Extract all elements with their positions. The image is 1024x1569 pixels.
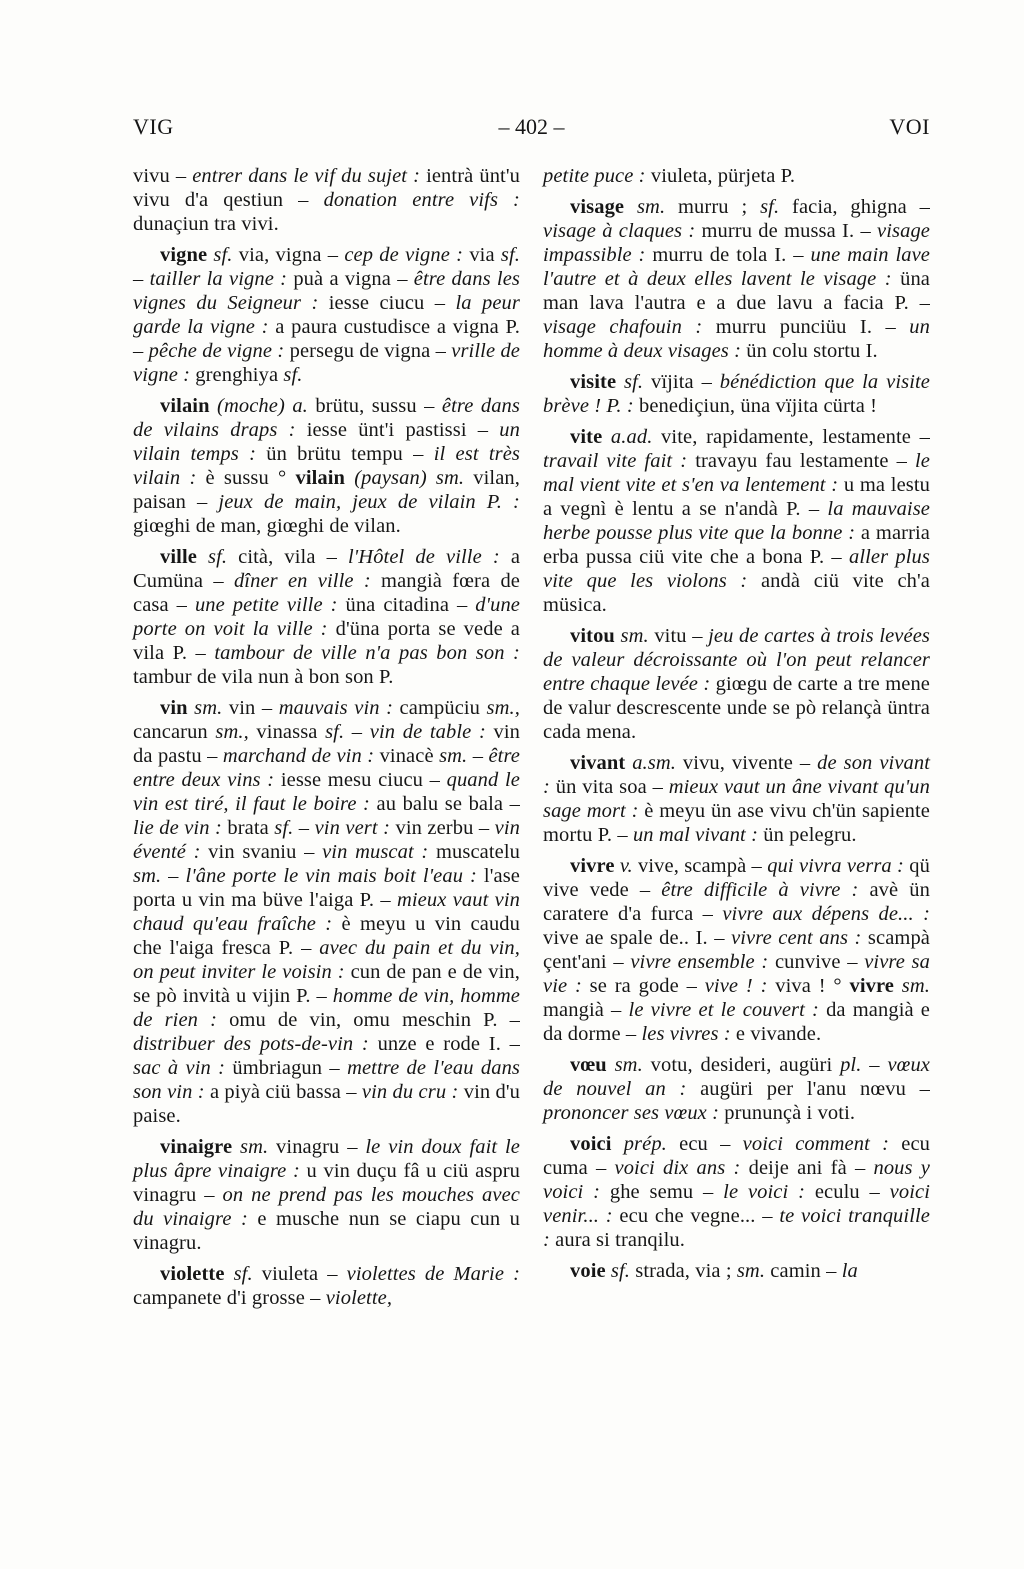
roman-text: vivu, vivente – [676,752,818,774]
roman-text: e vivande. [735,1023,822,1045]
headword: vitou [570,625,615,647]
roman-text: iesse ciucu – [328,292,456,314]
italic-text: vivre cent ans : [731,927,868,949]
roman-text: campanete d'i grosse – [133,1287,326,1309]
roman-text: dunaçiun tra vivi. [133,213,279,235]
italic-text: voici dix ans : [614,1157,749,1179]
italic-text: un homme à deux visages : [543,316,930,362]
text-columns [133,164,930,1310]
roman-text: a piyà ciü bassa – [209,1081,362,1103]
italic-text: jeu de cartes à trois levées de valeur décroissante où l'on peut relancer entre chaque levée : [543,625,930,695]
italic-text: distribuer des pots-de-vin : [133,1033,378,1055]
italic-text: être difficile à vivre : [661,879,870,901]
roman-text: prununçà i voti. [724,1102,856,1124]
dictionary-entry [543,751,930,847]
roman-text: au balu se bala – [376,793,520,815]
roman-text: tambur de vila nun à bon son P. [133,666,394,688]
italic-text: dîner en ville : [233,570,382,592]
italic-text: quand le vin est tiré, il faut le boire : [133,769,520,815]
roman-text: giœghi de man, giœghi de vilan. [133,515,401,537]
roman-text: vive ae spale de.. I. – [543,927,732,949]
dictionary-entry [133,1262,520,1310]
headword: vinaigre [160,1136,233,1158]
roman-text: – [467,745,489,767]
italic-text: une main lave l'autre et à deux elles lavent le visage : [543,244,930,290]
roman-text: scampà çent'ani – [543,927,930,973]
roman-text: augüri per l'anu nœvu – [700,1078,930,1100]
roman-text: votu, desideri, augüri [642,1054,841,1076]
italic-text: vivre ensemble : [630,951,775,973]
italic-text: la [841,1260,858,1282]
roman-text: viuleta, pürjeta P. [650,165,796,187]
roman-text: ün vita soa – [555,776,669,798]
roman-text: ientrà ünt'u vivu d'a qestiun – [133,165,520,211]
italic-text: on ne prend pas les mouches avec du vinaigre : [133,1184,520,1230]
roman-text: l'ase porta u vin ma büve l'aiga P. – [133,865,520,911]
roman-text: se ra gode – [589,975,705,997]
roman-text: ümbriagun – [232,1057,348,1079]
italic-text: bénédiction que la visite brève ! P. : [543,371,930,417]
dictionary-entry [133,696,520,1128]
roman-text: travayu fau lestamente – [695,450,915,472]
roman-text: vinassa [248,721,326,743]
italic-text: visage impassible : [543,220,931,266]
roman-text: vin – [222,697,279,719]
roman-text: vin da pastu – [133,721,520,767]
italic-text: donation entre vifs : [323,189,520,211]
italic-text: visage à claques : [543,220,702,242]
dictionary-entry [133,1135,520,1255]
italic-text: vrille de vigne : [133,340,521,386]
roman-text: ün colu stortu I. [746,340,878,362]
italic-text: vin éventé : [133,817,521,863]
entry-continuation [133,164,520,236]
running-head [133,116,930,138]
roman-text: murru de tola I. – [652,244,811,266]
italic-text: mauvais vin : [278,697,400,719]
right-column [543,164,930,1310]
italic-text: a.sm. [625,752,676,774]
italic-text: être entre deux vins : [133,745,520,791]
roman-text: ecu cuma – [543,1133,930,1179]
roman-text: brütu, sussu – [307,395,442,417]
roman-text: viva ! ° [775,975,850,997]
italic-text: visage chafouin : [543,316,716,338]
italic-text: avec du pain et du vin, on peut inviter le voisin : [133,937,520,983]
italic-text: de son vivant : [543,752,931,798]
italic-text: marchand de vin : [222,745,380,767]
dictionary-entry [543,195,930,363]
entry-continuation [543,164,930,188]
italic-text: les vivres : [641,1023,736,1045]
roman-text: vinacè [379,745,440,767]
italic-text: la peur garde la vigne : [133,292,520,338]
roman-text: vitu – [648,625,709,647]
italic-text: voici comment : [742,1133,902,1155]
roman-text: e musche nun se ciapu cun u vinagru. [133,1208,520,1254]
roman-text: cunvive – [774,951,865,973]
headword: vilain [160,395,210,417]
italic-text: violette, [325,1287,393,1309]
roman-text: ghe semu – [609,1181,724,1203]
roman-text: vinagru – [268,1136,366,1158]
roman-text: eculu – [814,1181,890,1203]
dictionary-entry [133,545,520,689]
italic-text: sm., [486,697,520,719]
italic-text: vin du cru : [361,1081,464,1103]
dictionary-entry [543,1259,930,1283]
roman-text: omu de vin, omu meschin P. – [229,1009,520,1031]
italic-text: sf. [274,817,294,839]
roman-text: ecu che vegne... – [619,1205,780,1227]
roman-text: ün pelegru. [763,824,857,846]
italic-text: sf. [207,244,233,266]
roman-text: ün brütu tempu – [266,443,434,465]
headword: vigne [160,244,208,266]
roman-text: ecu – [666,1133,743,1155]
italic-text: jeux de main, jeux de vilain P. : [218,491,520,513]
roman-text: murru punciüu I. – [715,316,910,338]
roman-text: è meyu u vin caudu che l'aiga fresca P. – [133,913,520,959]
italic-text: sm. [232,1136,269,1158]
dictionary-entry [543,624,930,744]
italic-text: homme de vin, homme de rien : [133,985,521,1031]
italic-text: a.ad. [602,426,653,448]
roman-text: da mangià e da dorme – [543,999,931,1045]
headword: visage [570,196,625,218]
italic-text: le vin doux fait le plus âpre vinaigre : [133,1136,520,1182]
roman-text: vïjita – [643,371,720,393]
roman-text: vin zerbu – [395,817,495,839]
headword: vivre [849,975,895,997]
roman-text: – [861,1054,888,1076]
roman-text: campüciu [399,697,487,719]
roman-text: vive, scampà – [632,855,768,877]
headword: vœu [570,1054,607,1076]
roman-text: u ma lestu a vegnì è lentu a se n'andà P. – [543,474,930,520]
italic-text: vivre aux dépens de... : [722,903,930,925]
italic-text: le mal vient vite et s'en va lentement : [543,450,930,496]
italic-text: sf. [500,244,520,266]
italic-text: vin vert : [314,817,396,839]
roman-text: cun de pan e de vin, se pò invità u vijin P. – [133,961,520,1007]
italic-text: le vivre et le couvert : [628,999,827,1021]
italic-text: (paysan) sm. [345,467,465,489]
roman-text: üna man lava l'autra e a due lavu a facia P. – [543,268,930,314]
italic-text: d'une porte on voit la ville : [133,594,520,640]
headword: voie [570,1260,606,1282]
headword: vite [570,426,603,448]
italic-text: sm. [606,1054,643,1076]
italic-text: l'âne porte le vin mais boit l'eau : [185,865,484,887]
dictionary-entry [543,425,930,617]
roman-text: – [161,865,186,887]
italic-text: travail vite fait : [543,450,696,472]
roman-text: vin svaniu – [208,841,323,863]
italic-text: pl. [840,1054,862,1076]
roman-text: cità, vila – [227,546,349,568]
roman-text: a paura custudisce a vigna P. – [133,316,520,362]
roman-text: – [133,268,150,290]
guide-word-left: VIG [133,114,174,139]
dictionary-entry [543,854,930,1046]
italic-text: petite puce : [543,165,651,187]
roman-text: mangià fœra de casa – [133,570,520,616]
dictionary-entry [133,243,520,387]
italic-text: voici venir... : [543,1181,931,1227]
italic-text: sf. [616,371,644,393]
italic-text: être dans les vignes du Seigneur : [133,268,520,314]
italic-text: cep de vigne : [344,244,470,266]
roman-text: iesse mesu ciucu – [280,769,447,791]
italic-text: mettre de l'eau dans son vin : [133,1057,520,1103]
italic-text: vive ! : [704,975,776,997]
italic-text: violettes de Marie : [346,1263,520,1285]
roman-text: vilan, paisan – [133,467,521,513]
italic-text: pêche de vigne : [148,340,290,362]
roman-text: via, vigna – [232,244,345,266]
italic-text: sf. [224,1263,253,1285]
roman-text: benediçiun, üna vïjita cürta ! [638,395,878,417]
roman-text: cancarun [133,721,216,743]
roman-text: vin d'u paise. [133,1081,521,1127]
page-number: – 402 – [498,114,565,139]
roman-text: muscatelu [435,841,520,863]
italic-text: entrer dans le vif du sujet : [192,165,427,187]
roman-text: viuleta – [252,1263,347,1285]
italic-text: sm. [133,865,162,887]
roman-text: mangià – [543,999,629,1021]
italic-text: prononcer ses vœux : [543,1102,725,1124]
italic-text: le voici : [723,1181,815,1203]
roman-text: – [344,721,370,743]
roman-text: u vin duçu fâ u ciü aspru vinagru – [133,1160,520,1206]
roman-text: puà a vigna – [293,268,414,290]
italic-text: un mal vivant : [632,824,764,846]
italic-text: la mauvaise herbe pousse plus vite que la bonne : [543,498,930,544]
roman-text: unze e rode I. – [377,1033,520,1055]
italic-text: vin muscat : [322,841,436,863]
italic-text: l'Hôtel de ville : [348,546,511,568]
roman-text: aura si tranqilu. [555,1229,685,1251]
roman-text: è meyu ün ase vivu ch'ün sapiente mortu P. – [543,800,930,846]
roman-text: deije ani fà – [748,1157,874,1179]
italic-text: vœux de nouvel an : [543,1054,930,1100]
italic-text: une petite ville : [194,594,346,616]
roman-text: a marria erba pussa ciü vite che a bona P. – [543,522,930,568]
italic-text: un vilain temps : [133,419,520,465]
italic-text: être dans de vilains draps : [133,395,520,441]
italic-text: sm. [439,745,468,767]
roman-text: üna citadina – [345,594,476,616]
roman-text: strada, via ; [630,1260,737,1282]
italic-text: (moche) a. [209,395,308,417]
italic-text: sf. [196,546,228,568]
italic-text: mieux vaut un âne vivant qu'un sage mort : [543,776,931,822]
headword: vivre [570,855,615,877]
roman-text: iesse ünt'i pastissi – [306,419,500,441]
roman-text: murru ; [665,196,761,218]
italic-text: mieux vaut vin chaud qu'eau fraîche : [133,889,520,935]
italic-text: sf. [605,1260,631,1282]
roman-text: facia, ghigna – [779,196,930,218]
italic-text: sac à vin : [133,1057,233,1079]
roman-text: camin – [765,1260,842,1282]
roman-text: giœgu de carte a tre mene de valur descrescente unde se pò relançà üntra cada mena. [543,673,930,743]
headword: vilain [295,467,346,489]
italic-text: vin de table : [369,721,494,743]
italic-text: qui vivra verra : [767,855,910,877]
roman-text: è sussu ° [205,467,296,489]
roman-text: avè ün caratere d'a furca – [543,879,930,925]
guide-word-right: VOI [889,114,930,139]
left-column [133,164,520,1310]
italic-text: sm. [894,975,930,997]
headword: violette [160,1263,225,1285]
roman-text: a Cumüna – [133,546,521,592]
italic-text: il est très vilain : [133,443,520,489]
italic-text: prép. [611,1133,667,1155]
roman-text: d'üna porta se vede a vila P. – [133,618,520,664]
italic-text: sf. [283,364,303,386]
roman-text: andà ciü vite ch'a müsica. [543,570,930,616]
italic-text: sm., [215,721,249,743]
headword: visite [570,371,617,393]
roman-text: vivu – [133,165,193,187]
dictionary-entry [543,1053,930,1125]
italic-text: sm. [736,1260,766,1282]
roman-text: via [469,244,501,266]
italic-text: sm. [187,697,223,719]
italic-text: lie de vin : [133,817,228,839]
italic-text: vivre sa vie : [543,951,930,997]
headword: voici [570,1133,612,1155]
italic-text: sf. [760,196,780,218]
roman-text: brata [227,817,275,839]
roman-text: murru de mussa I. – [701,220,878,242]
headword: vivant [570,752,626,774]
italic-text: tailler la vigne : [149,268,294,290]
roman-text: persegu de vigna – [289,340,452,362]
italic-text: sm. [614,625,649,647]
roman-text: grenghiya [195,364,284,386]
italic-text: te voici tranquille : [543,1205,930,1251]
italic-text: sm. [624,196,666,218]
italic-text: aller plus vite que les violons : [543,546,930,592]
roman-text: – [293,817,315,839]
italic-text: v. [614,855,633,877]
dictionary-entry [133,394,520,538]
roman-text: vite, rapidamente, lestamente – [652,426,930,448]
italic-text: tambour de ville n'a pas bon son : [214,642,520,664]
roman-text: qü vive vede – [543,855,930,901]
italic-text: sf. [325,721,345,743]
headword: vin [160,697,188,719]
headword: ville [160,546,197,568]
dictionary-entry [543,370,930,418]
italic-text: nous y voici : [543,1157,930,1203]
dictionary-entry [543,1132,930,1252]
